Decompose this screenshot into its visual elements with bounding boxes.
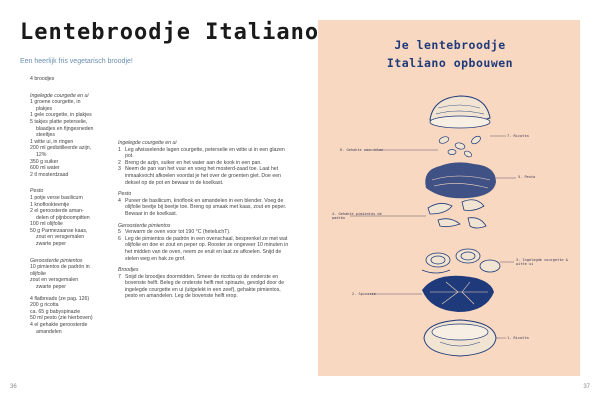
ingredients-heading: Pesto <box>30 188 44 195</box>
illustration-title-line2: Italiano opbouwen <box>386 56 514 70</box>
ingredient-line: blaadjes en fijngesneden <box>36 125 94 132</box>
ingredients-heading: Geroosterde pimientos <box>30 257 83 264</box>
method-step: 3 Neem de pan van het vuur en voeg het mosterd-zaad toe. Laat het inmaakvocht afkoelen voordat je het over de groenten giet. Doe een deksel op de pot en bewaar in de koelkast. <box>118 166 282 186</box>
label-ricotta-top: 7. Ricotta <box>507 134 529 138</box>
ingredient-line: zout en versgemalen <box>36 234 85 241</box>
recipe-title: Lentebroodje Italiano <box>20 20 320 45</box>
ingredient-line: 4 el gehakte geroosterde <box>30 322 88 328</box>
ingredient-line: 1 potje verse basilicum <box>30 194 83 201</box>
ingredient-line: 1 witte ui, in ringen <box>30 138 74 145</box>
ingredient-line: amandelen <box>36 328 62 335</box>
ingredient-line: 2 tl mosterdzaad <box>30 171 69 178</box>
ingredients-heading: Ingelegde courgette en ui <box>30 92 89 99</box>
illustration-title-line1: Je lentebroodje <box>394 38 506 52</box>
ingredient-line: 200 g ricotta <box>30 302 59 309</box>
label-spinach: 2. Spinazie <box>352 292 376 296</box>
method-column <box>118 140 290 300</box>
ingredient-line: delen of pijnboompitten <box>36 214 90 221</box>
method-step: 5 Verwarm de oven voor tot 190 °C (heteluchT). <box>118 229 231 236</box>
ingredient-line: zout en versgemalen <box>30 277 79 284</box>
page-number-left: 36 <box>10 384 17 390</box>
ingredient-line: 2 el geroosterde aman- <box>30 208 84 215</box>
label-courgette: 3. Ingelegde courgette & witte ui <box>516 258 568 266</box>
almonds-illustration <box>438 135 482 158</box>
label-pimientos: 4. Gehakte pimientos de padrón <box>332 212 382 220</box>
servings: 4 broodjes <box>30 76 55 82</box>
ingredient-line: olijfolie <box>30 270 46 277</box>
sandwich-illustration <box>318 20 580 376</box>
bottom-bun-illustration <box>424 320 496 356</box>
pimientos-illustration <box>428 200 486 228</box>
ingredient-line: 4 flatbreads (ze pag. 126) <box>30 295 90 302</box>
ingredient-line: 350 g suiker <box>30 158 59 165</box>
label-ricotta-bottom: 1. Ricotta <box>507 336 529 340</box>
method-heading: Ingelegde courgette en ui <box>118 140 177 146</box>
leader-lines <box>350 136 516 338</box>
ingredient-line: 1 knoflookteentje <box>30 201 70 208</box>
method-heading: Geroosterde pimientos <box>118 222 171 229</box>
ingredient-line: 10 pimientos de padrón in <box>30 264 90 271</box>
ingredient-line: 200 ml gedistilleerde azijn, <box>30 145 92 152</box>
method-step: 4 Pureer de basilicum, knoflook en amandelen in een blender. Voeg de olijfolie beetje bij beetje toe. Breng op smaak met kaas, zout en peper. Bewaar in de koelkast. <box>118 197 287 217</box>
method-step: 1 Leg afwisselende lagen courgette, peterselie en witte ui in een glazen pot. <box>118 146 285 160</box>
method-heading: Pesto <box>118 191 132 198</box>
ingredient-line: 12% <box>36 151 47 158</box>
ingredient-line: zwarte peper <box>36 241 66 248</box>
ingredient-line: 50 g Parmezaanse kaas, <box>30 227 88 234</box>
ingredient-line: plakjes <box>36 105 53 112</box>
courgette-illustration <box>422 249 500 273</box>
ingredient-line: zwarte peper <box>36 284 66 291</box>
ingredients-column <box>30 76 108 335</box>
spinach-illustration <box>422 276 494 312</box>
label-almonds: 6. Gehakte amandelen <box>340 148 384 152</box>
label-pesto: 5. Pesto <box>518 175 536 179</box>
ingredient-line: 1 gele courgette, in plakjes <box>30 112 92 119</box>
ingredient-line: 600 ml water <box>30 165 60 172</box>
top-bun-illustration <box>430 96 490 128</box>
page-number-right: 37 <box>583 384 590 390</box>
ingredient-line: 5 takjes platte peterselie, <box>30 118 88 125</box>
pesto-illustration <box>425 162 496 198</box>
method-step: 2 Breng de azijn, suiker en het water aan de kook in een pan. <box>118 159 262 166</box>
method-step: 6 Leg de pimientos de padrón in een ovenschaal, besprenkel ze met wat olijfolie en doe er zout en peper op. Rooster ze ongeveer 10 minuten in het midden van de oven, neem ze eruit en laat ze afkoelen. Snijd de stelen weg en hak ze grof. <box>118 235 289 262</box>
ingredient-line: 100 ml olijfolie <box>30 221 63 228</box>
recipe-subtitle: Een heerlijk fris vegetarisch broodje! <box>20 58 133 65</box>
ingredient-line: steeltjes <box>36 132 56 139</box>
ingredient-line: 1 groene courgette, in <box>30 99 81 106</box>
method-step: 7 Snijd de broodjes doormidden. Smeer de ricotta op de onderste en bovenste helft. Beleg de onderste helft met spinazie, gevolgd door de ingelegde courgette en ui (uitgelekt in een zeef), gehakte pimientos, pesto en amandelen. Leg de bovenste helft erop. <box>118 273 285 300</box>
ingredient-line: 50 ml pesto (zie hierboven) <box>30 315 93 322</box>
method-heading: Broodjes <box>118 267 139 274</box>
ingredient-line: ca. 65 g babyspinazie <box>30 308 81 315</box>
